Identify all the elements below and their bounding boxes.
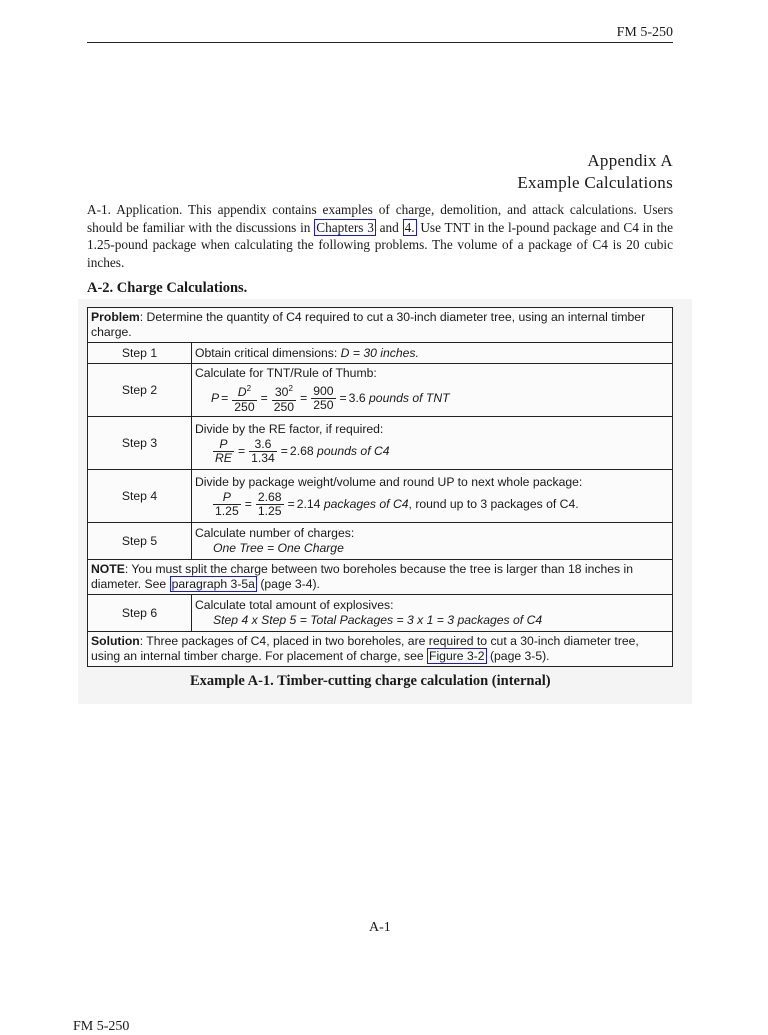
formula-unit: pounds of C4	[317, 443, 390, 458]
step-formula: One Tree = One Charge	[213, 541, 344, 555]
step-text: Divide by the RE factor, if required:	[195, 421, 384, 436]
intro-text: and	[375, 219, 403, 235]
calculation-table	[87, 307, 673, 667]
figure-3-2-link[interactable]: Figure 3-2	[429, 649, 485, 663]
step-row	[88, 364, 673, 417]
step-formula: Step 4 x Step 5 = Total Packages = 3 x 1 = 3 packages of C4	[213, 613, 543, 627]
formula-denominator: 1.25	[257, 503, 282, 518]
formula-unit: packages of C4	[323, 496, 409, 511]
header-rule	[87, 42, 673, 43]
solution-text: (page 3-5).	[486, 649, 550, 663]
formula-p: P	[213, 491, 241, 505]
formula-denominator: 250	[273, 399, 295, 414]
formula-unit: pounds of TNT	[369, 390, 450, 405]
page-number: A-1	[369, 920, 391, 935]
formula-fraction	[232, 382, 256, 413]
document-id: FM 5-250	[616, 25, 673, 40]
formula-result: 2.14	[296, 496, 321, 511]
step-text: Calculate total amount of explosives:	[195, 598, 394, 612]
formula-tail: , round up to 3 packages of C4.	[408, 496, 579, 511]
formula-p: P	[211, 390, 220, 405]
formula-fraction	[272, 382, 296, 413]
step-label: Step 6	[88, 595, 192, 632]
formula-30: 30	[274, 385, 289, 400]
note-label: NOTE	[91, 562, 125, 576]
formula-equals: =	[260, 390, 268, 405]
formula-fraction	[256, 491, 284, 518]
re-formula	[195, 438, 669, 465]
paragraph-3-5a-link[interactable]: paragraph 3-5a	[171, 577, 255, 591]
solution-row	[88, 632, 673, 667]
formula-900: 900	[313, 383, 334, 398]
problem-row	[88, 308, 673, 343]
step-label: Step 2	[88, 364, 192, 417]
step-label: Step 5	[88, 523, 192, 560]
example-caption: Example A-1. Timber-cutting charge calculation (internal)	[190, 673, 551, 689]
intro-text: A-1. Application. This appendix contains examples of charge, demolition, and attack calculations. Users should be familiar with the discussions in	[87, 202, 673, 235]
formula-d: D	[237, 385, 247, 400]
step-label: Step 1	[88, 343, 192, 364]
appendix-title: Example Calculations	[517, 173, 673, 192]
formula-equals: =	[287, 496, 295, 511]
formula-equals: =	[221, 390, 229, 405]
step-row	[88, 417, 673, 470]
formula-fraction	[213, 438, 234, 465]
step-row	[88, 595, 673, 632]
formula-fraction	[311, 385, 335, 412]
next-page-document-id: FM 5-250	[73, 1019, 130, 1034]
formula-equals: =	[280, 443, 288, 458]
step-label: Step 3	[88, 417, 192, 470]
note-text: (page 3-4).	[256, 577, 320, 591]
formula-numerator: 3.6	[249, 438, 277, 452]
formula-fraction	[249, 438, 277, 465]
appendix-label: Appendix A	[587, 151, 673, 170]
formula-exponent: 2	[288, 384, 293, 394]
formula-p: P	[213, 438, 234, 452]
step-row	[88, 343, 673, 364]
step-row	[88, 523, 673, 560]
step-label: Step 4	[88, 470, 192, 523]
chapter-4-link[interactable]: 4.	[404, 219, 415, 235]
formula-equals: =	[237, 443, 246, 458]
step-formula: D = 30 inches.	[340, 345, 419, 360]
problem-label: Problem	[91, 310, 140, 324]
step-row	[88, 470, 673, 523]
formula-denominator: 1.25	[215, 503, 239, 518]
formula-result: 2.68	[289, 443, 314, 458]
formula-exponent: 2	[246, 384, 252, 394]
appendix-heading	[517, 150, 673, 194]
chapters-3-link[interactable]: Chapters 3	[316, 219, 374, 235]
solution-text: : Three packages of C4, placed in two boreholes, are required to cut a 30-inch diameter tree, using an internal timber charge. For placement of charge, see	[91, 634, 639, 663]
formula-numerator: 2.68	[257, 489, 282, 504]
solution-label: Solution	[91, 634, 140, 648]
note-text: : You must split the charge between two boreholes because the tree is larger than 18 inches in diameter. See	[91, 562, 633, 591]
formula-fraction	[213, 491, 241, 518]
formula-equals: =	[339, 390, 347, 405]
intro-paragraph	[87, 201, 673, 271]
problem-text: : Determine the quantity of C4 required to cut a 30-inch diameter tree, using an internal timber charge.	[91, 310, 646, 339]
formula-re: RE	[215, 450, 232, 465]
formula-denominator: 1.34	[251, 450, 275, 465]
formula-equals: =	[244, 496, 252, 511]
step-text: Calculate number of charges:	[195, 526, 355, 540]
step-text: Calculate for TNT/Rule of Thumb:	[195, 366, 377, 381]
tnt-formula	[195, 382, 669, 413]
formula-denominator: 250	[313, 397, 334, 412]
note-row	[88, 560, 673, 595]
formula-denominator: 250	[234, 399, 255, 414]
step-text: Divide by package weight/volume and round UP to next whole package:	[195, 474, 583, 489]
intro-text: Use TNT in the l-pound package and C4 in the 1.25-pound package when calculating the following problems. The volume of a package of C4 is 20 cubic inches.	[87, 219, 673, 270]
section-heading: A-2. Charge Calculations.	[87, 280, 248, 296]
formula-equals: =	[300, 390, 308, 405]
step-text: Obtain critical dimensions:	[195, 345, 341, 360]
formula-result: 3.6	[348, 390, 366, 405]
package-formula	[195, 491, 669, 518]
